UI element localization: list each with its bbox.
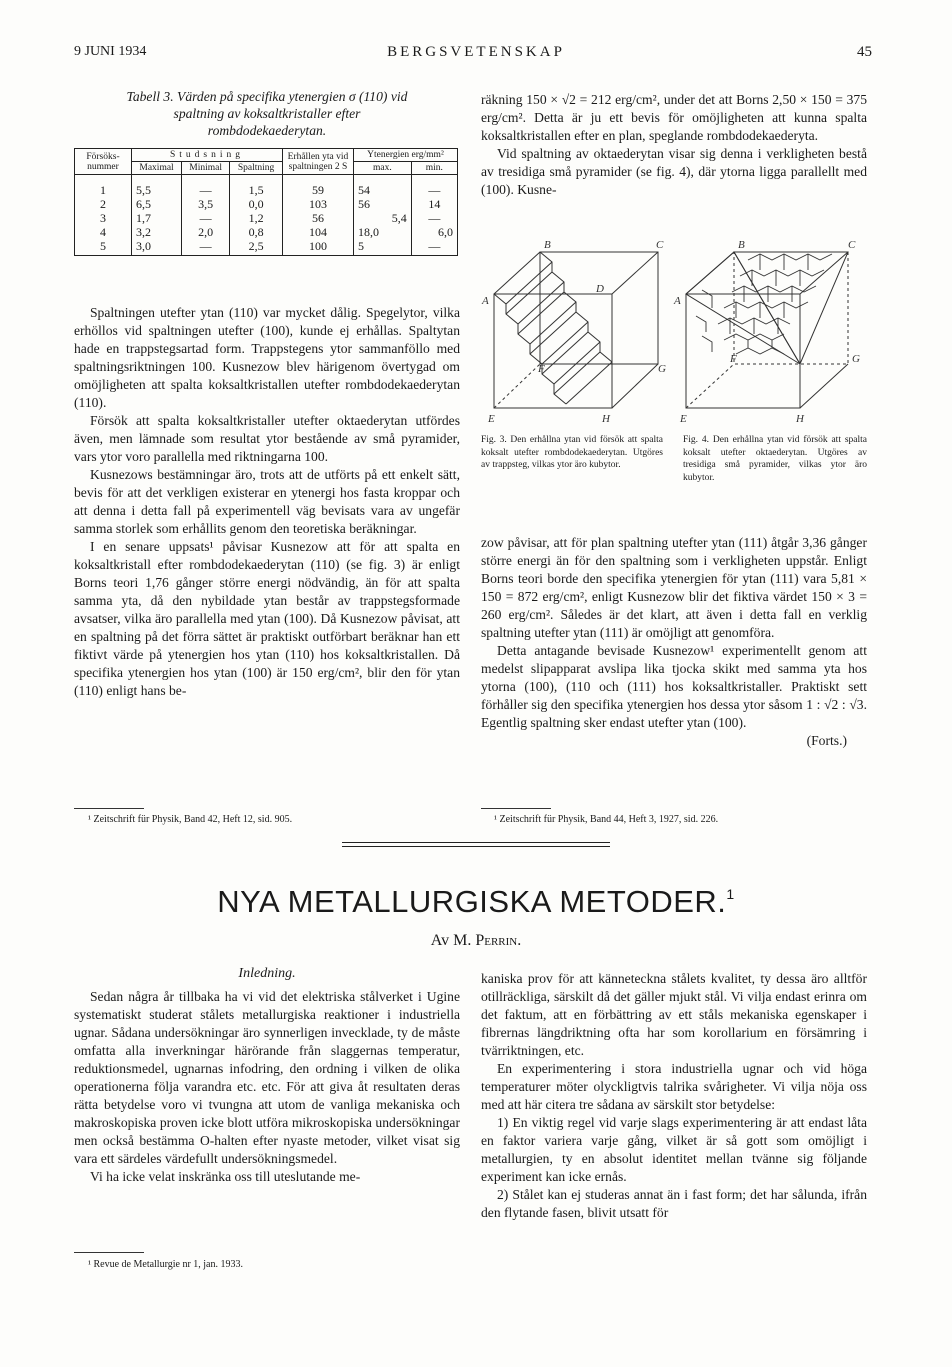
section-divider (342, 846, 610, 847)
table-caption-line3: rombdodekaederytan. (207, 123, 327, 138)
cell-max: 5,4 (353, 211, 411, 225)
paragraph: Vid spaltning av oktaederytan visar sig denna i verkligheten bestå av tresidiga små pyramider (se fig. 4), där ytorna ligga parallellt med (100). Kusne- (481, 146, 867, 197)
cell-nr: 2 (75, 197, 132, 211)
section-divider (342, 842, 610, 843)
paragraph: Sedan några år tillbaka ha vi vid det elektriska stålverket i Ugine systematiskt studerat stålets metallurgiska reaktioner i industriella ugnar. Sådana undersökningar äro synnerligen invecklade, ty de måste omfatta alla inverkningar härörande från slaggernas temperatur, reduktionsmedel, ugnarnas infodring, den ordning i vilken de olika operationerna följa varandra etc. etc. För att giva åt resultaten deras rätta betydelse voro vi tvungna att utom de vanliga mekaniska och makroskopiska proven icke blott utföra mikroskopiska undersökningar men också bestämma O-halten efter nyaste metoder, vilket visat sig vara ett särdeles värdefullt undersökningsmedel. (74, 989, 460, 1166)
cell-erhallen: 104 (282, 225, 353, 239)
table-caption (74, 88, 460, 139)
cell-spaltning: 0,8 (230, 225, 283, 239)
paragraph: kaniska prov för att känneteckna stålets kvalitet, ty dessa äro alltför otillräckliga, särskilt då det gäller mjukt stål. Vi vilja endast erinra om det faktum, att en förbättring av ett ståls mekaniska egenskaper i fibrernas längdriktning ofta har som korollarium en försämring i tvärriktningen, etc. (481, 971, 867, 1058)
fig3-label-e: E (488, 413, 495, 425)
fig4-label-h: H (796, 413, 804, 425)
fig3-label-g: G (658, 363, 666, 375)
fig3-label-f: F (538, 363, 545, 375)
cell-min: — (411, 239, 457, 256)
cell-erhallen: 103 (282, 197, 353, 211)
table-caption-line2: spaltning av koksaltkristaller efter (173, 106, 361, 121)
cell-spaltning: 0,0 (230, 197, 283, 211)
cell-nr: 5 (75, 239, 132, 256)
cell-erhallen: 59 (282, 175, 353, 198)
footnote: ¹ Zeitschrift für Physik, Band 42, Heft 12, sid. 905. (88, 814, 293, 825)
paragraph: Försök att spalta koksaltkristaller utefter oktaederytan utfördes även, men lämnade som resultat ytor bestående av små pyramider, vars ytor voro parallella med riktningarna 100. (74, 413, 460, 464)
figure-3-staircase-cube (480, 232, 674, 428)
fig3-label-d: D (596, 283, 604, 295)
cell-maximal: 6,5 (132, 197, 182, 211)
cell-maximal: 1,7 (132, 211, 182, 225)
cell-maximal: 5,5 (132, 175, 182, 198)
paragraph: räkning 150 × √2 = 212 erg/cm², under det att Borns 2,50 × 150 = 375 erg/cm². Detta är ju ett bevis för omöjligheten att kunna spalta koksaltkristallen efter en plan, speglande rombdodekaederyta. (481, 92, 867, 143)
fig4-label-c: C (848, 239, 856, 251)
paragraph: 1) En viktig regel vid varje slags experimentering är att endast låta en faktor variera varje gång, vilket är så gott som omöjligt i metallurgien, ty en absolut identitet mellan tvänne sig följande experiment kan icke ernås. (481, 1115, 867, 1184)
header-date: 9 JUNI 1934 (74, 44, 147, 59)
cell-min: — (411, 211, 457, 225)
cell-nr: 1 (75, 175, 132, 198)
header-page-number: 45 (857, 44, 872, 60)
article-author (0, 932, 952, 950)
cell-nr: 4 (75, 225, 132, 239)
fig4-label-b: B (738, 239, 745, 251)
cell-minimal: — (182, 175, 230, 198)
fig4-label-e: E (680, 413, 687, 425)
author-prefix: Av M. (430, 932, 472, 949)
fig4-label-g: G (852, 353, 860, 365)
table-caption-line1: Tabell 3. Värden på specifika ytenergien σ (110) vid (126, 89, 408, 104)
paragraph: Spaltningen utefter ytan (110) var mycket dålig. Spegelytor, vilka erhöllos vid spaltningen utefter (100), kunde ej erhållas. Spaltytan hade en trappstegsartad form. Trappstegens ytor sammanföllo med spaltningsriktningen 100. Kusnezow blev härigenom övertygad om omöjligheten att spalta koksaltkristallen utefter rombdodekaederytan (110). (74, 305, 460, 410)
fig3-label-b: B (544, 239, 551, 251)
col-header-maximal: Maximal (132, 162, 182, 175)
col-header-spaltning: Spaltning (230, 162, 283, 175)
paragraph: Detta antagande bevisade Kusnezow¹ experimentellt genom att medelst slipapparat avslipa lika tjocka skikt med samma yta hos ytorna (100), (110 och (111) hos koksaltkristaller. Praktiskt sett förhåller sig den specifika ytenergien hos dessa ytor såsom 1 : √2 : √3. Egentlig spaltning sker endast utefter ytan (100). (481, 643, 867, 730)
fig4-label-a: A (674, 295, 681, 307)
figure-4-pyramid-cube (672, 232, 868, 428)
paragraph: 2) Stålet kan ej studeras annat än i fast form; det har sålunda, ifrån den flytande fasen, blivit utsatt för (481, 1187, 867, 1220)
right-column-lower (481, 534, 867, 750)
paragraph: Vi ha icke velat inskränka oss till uteslutande me- (90, 1169, 361, 1184)
cell-max: 5 (353, 239, 411, 256)
fig3-label-a: A (482, 295, 489, 307)
cell-nr: 3 (75, 211, 132, 225)
col-header-studsning: Studsning (132, 149, 283, 162)
col-header-ytenergien: Ytenergien erg/mm² (353, 149, 457, 162)
cell-min: 6,0 (411, 225, 457, 239)
col-header-erhallen: Erhållen yta vid spaltningen 2 S (282, 149, 353, 175)
cell-erhallen: 56 (282, 211, 353, 225)
cell-min: 14 (411, 197, 457, 211)
cell-max: 56 (353, 197, 411, 211)
table-row (75, 211, 458, 225)
cell-minimal: — (182, 211, 230, 225)
cell-maximal: 3,0 (132, 239, 182, 256)
cell-min: — (411, 175, 457, 198)
paragraph: En experimentering i stora industriella ugnar och vid höga temperaturer möter olyckligtvis talrika svårigheter. Vi vilja nöja oss med att här citera tre sådana av särskilt stor betydelse: (481, 1061, 867, 1112)
figure-4-caption: Fig. 4. Den erhållna ytan vid försök att spalta koksalt utefter oktaederytan. Utgöres av tresidiga små pyramider, vilkas ytor äro kubytor. (683, 435, 867, 483)
footnote-rule (74, 1252, 144, 1253)
cell-max: 54 (353, 175, 411, 198)
cell-minimal: 2,0 (182, 225, 230, 239)
footnote: ¹ Revue de Metallurgie nr 1, jan. 1933. (88, 1259, 243, 1270)
fig3-label-c: C (656, 239, 664, 251)
surface-energy-table (74, 148, 458, 256)
author-name: Perrin. (475, 932, 522, 949)
paragraph: Kusnezows bestämningar äro, trots att de utförts på ett enkelt sätt, bevis för att det verkligen existerar en ytenergi hos fasta kroppar och att denna i detta fall på experimentell väg bevisats vara av ungefär samma storlek som erhållits genom den teoretiska beräkningar. (74, 467, 460, 536)
paragraph: zow påvisar, att för plan spaltning utefter ytan (111) åtgår 3,36 gånger större energi än för den spaltning som i verkligheten uppstår. Enligt Borns teori borde den specifika ytenergien för ytan (111) vara 5,81 × 150 = 872 erg/cm², enligt Kusnezow blir det fiktiva värdet 150 × 3 = 260 erg/cm². Således är det klart, att även i detta fall en verklig spaltning utefter ytan (111) är omöjligt att genomföra. (481, 535, 867, 640)
article-right-column (481, 970, 867, 1222)
article-title-note: 1 (726, 886, 735, 902)
cell-erhallen: 100 (282, 239, 353, 256)
cell-spaltning: 1,5 (230, 175, 283, 198)
cell-max: 18,0 (353, 225, 411, 239)
section-subheading: Inledning. (238, 966, 296, 981)
col-header-minimal: Minimal (182, 162, 230, 175)
right-column-upper (481, 91, 867, 199)
col-header-max: max. (353, 162, 411, 175)
left-column-upper (74, 304, 460, 700)
header-journal-title: BERGSVETENSKAP (387, 44, 565, 60)
footnote-rule (74, 808, 144, 809)
cell-minimal: — (182, 239, 230, 256)
cell-minimal: 3,5 (182, 197, 230, 211)
article-left-column (74, 988, 460, 1186)
article-title-text: NYA METALLURGISKA METODER. (217, 884, 727, 919)
footnote: ¹ Zeitschrift für Physik, Band 44, Heft 3, 1927, sid. 226. (494, 814, 719, 825)
continued-note: (Forts.) (806, 733, 847, 748)
table-row (75, 197, 458, 211)
table-row (75, 175, 458, 198)
table-row (75, 239, 458, 256)
paragraph: I en senare uppsats¹ påvisar Kusnezow att för att spalta en koksaltkristall efter rombdodekaederytan (110) (se fig. 3) är enligt Borns teori 1,76 gånger större energi nödvändig, än för att spalta samma yta, då den nybildade ytan består av trappstegsformade avsatser, vilka äro parallella med ytan (100). Då Kusnezow påvisat, att en spaltning på det förra sättet är praktiskt outförbart beräknar han ett fiktivt värde på ytenergien hos ytan (110) hos koksaltkristallen. Då specifika ytenergien hos ytan (100) är 150 erg/cm², blir den för ytan (110) enligt hans be- (74, 539, 460, 698)
cell-spaltning: 2,5 (230, 239, 283, 256)
figure-3-caption: Fig. 3. Den erhållna ytan vid försök att spalta koksalt utefter rombdodekaederytan. Utgöres av trappsteg, vilkas ytor äro kubytor. (481, 435, 663, 470)
table-row (75, 225, 458, 239)
cell-maximal: 3,2 (132, 225, 182, 239)
footnote-rule (481, 808, 551, 809)
col-header-forsok: Försöks-nummer (75, 149, 132, 175)
fig4-label-f: F (730, 353, 737, 365)
col-header-min: min. (411, 162, 457, 175)
fig3-label-h: H (602, 413, 610, 425)
cell-spaltning: 1,2 (230, 211, 283, 225)
article-title (0, 884, 952, 920)
